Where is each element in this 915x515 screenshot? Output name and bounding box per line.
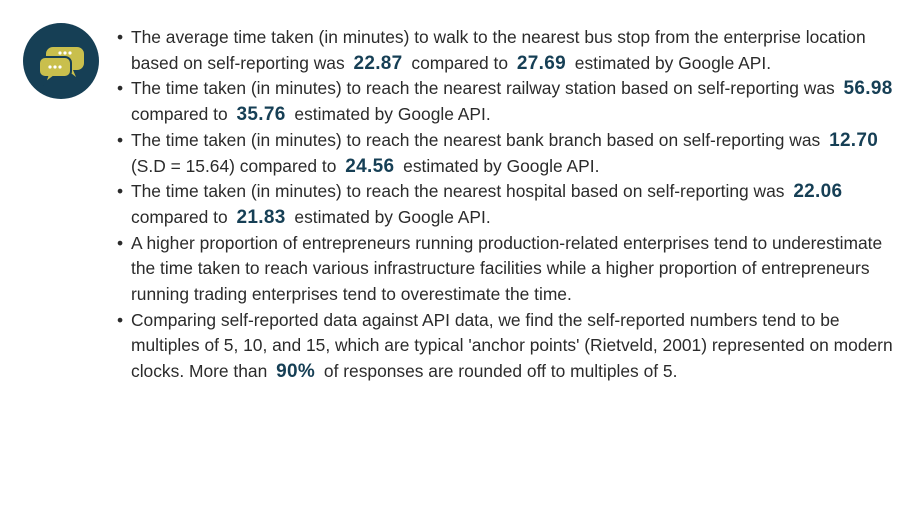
- self-reported-value: 22.87: [353, 52, 403, 74]
- api-value: 21.83: [236, 206, 286, 228]
- rounded-share-value: 90%: [276, 361, 316, 383]
- api-value: 27.69: [516, 52, 566, 74]
- bullet-text: estimated by Google API.: [294, 104, 491, 125]
- bullet-text: compared to: [411, 52, 509, 73]
- self-reported-value: 22.06: [793, 181, 843, 203]
- bullet-text: The time taken (in minutes) to reach the nearest hospital based on self-reporting was: [131, 181, 785, 202]
- bullet-text: The average time taken (in minutes) to walk to the nearest bus stop from the enterprise location based on self-reporting was: [131, 27, 866, 73]
- bullet-text: The time taken (in minutes) to reach the nearest railway station based on self-reporting was: [131, 78, 835, 99]
- bullet-text: estimated by Google API.: [294, 206, 491, 227]
- bullet-estimation-bias: [117, 231, 907, 308]
- self-reported-value: 56.98: [843, 78, 893, 100]
- bullet-text: Comparing self-reported data against API data, we find the self-reported numbers tend to be multiples of 5, 10, and 15, which are typical 'anchor points' (Rietveld, 2001) represented on modern clocks. More than: [131, 309, 893, 382]
- bullet-railway-station: [117, 76, 907, 127]
- bullet-text: The time taken (in minutes) to reach the nearest bank branch based on self-reporting was: [131, 129, 821, 150]
- findings-list: [117, 25, 907, 385]
- bullet-hospital: [117, 179, 907, 230]
- api-value: 24.56: [345, 155, 395, 177]
- bullet-anchor-points: [117, 308, 907, 385]
- bullet-text: estimated by Google API.: [574, 52, 772, 73]
- bullet-text: compared to: [131, 104, 228, 125]
- chat-badge: [23, 23, 99, 99]
- bullet-text: estimated by Google API.: [403, 155, 600, 176]
- api-value: 35.76: [236, 104, 286, 126]
- bullet-bank-branch: [117, 128, 907, 179]
- bullet-bus-stop: [117, 25, 907, 76]
- chat-bubbles-icon: [23, 23, 99, 99]
- self-reported-value: 12.70: [829, 129, 879, 151]
- bullet-text: (S.D = 15.64) compared to: [131, 155, 337, 176]
- bullet-text: compared to: [131, 206, 228, 227]
- bullet-text: of responses are rounded off to multiples of 5.: [323, 361, 678, 382]
- bullet-text: A higher proportion of entrepreneurs running production-related enterprises tend to underestimate the time taken to reach various infrastructure facilities while a higher proportion of entrepreneurs running trading enterprises tend to overestimate the time.: [131, 232, 883, 305]
